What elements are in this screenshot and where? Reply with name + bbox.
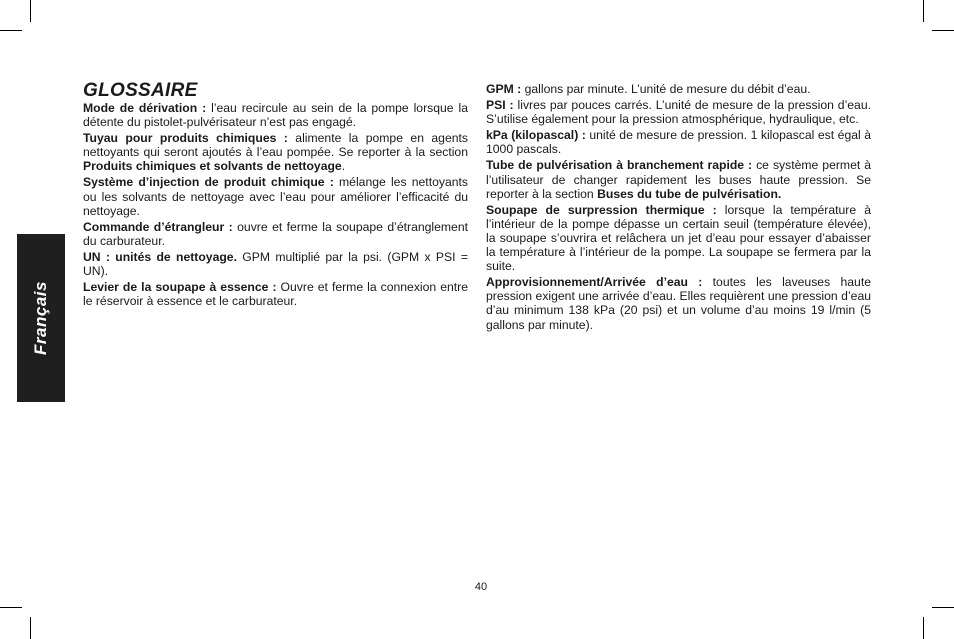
glossary-entry bbox=[83, 220, 468, 248]
glossary-left-list bbox=[83, 101, 468, 308]
crop-mark bbox=[0, 30, 22, 31]
glossary-entry bbox=[486, 158, 871, 200]
glossary-term: Système d’injection de produit chimique : bbox=[83, 175, 334, 190]
glossary-definition: unité de mesure de pression. 1 kilopascal est égal à 1000 pascals. bbox=[486, 128, 871, 157]
glossary-left-column bbox=[83, 81, 468, 310]
crop-mark bbox=[30, 0, 31, 22]
glossary-definition: ouvre et ferme la soupape d’étranglement du carburateur. bbox=[83, 219, 468, 248]
glossary-entry bbox=[486, 128, 871, 156]
glossary-definition: ce système permet à l’utilisateur de changer rapidement les buses haute pression. Se reporter à la section bbox=[486, 158, 871, 201]
glossary-right-list bbox=[486, 82, 871, 332]
glossary-definition: Ouvre et ferme la connexion entre le réservoir à essence et le carburateur. bbox=[83, 280, 468, 309]
glossary-entry bbox=[486, 275, 871, 331]
glossary-definition-end: . bbox=[341, 159, 346, 174]
glossary-reference: Buses du tube de pulvérisation. bbox=[597, 186, 782, 201]
page-number: 40 bbox=[474, 581, 488, 593]
glossary-definition: livres par pouces carrés. L’unité de mesure de la pression d’eau. S’utilise également pour la pression atmosphérique, hydraulique, etc. bbox=[486, 98, 871, 127]
glossary-term: Mode de dérivation : bbox=[83, 101, 207, 115]
glossary-title: GLOSSAIRE bbox=[83, 80, 198, 101]
crop-mark bbox=[932, 30, 954, 31]
glossary-term: kPa (kilopascal) : bbox=[486, 128, 586, 143]
crop-mark bbox=[30, 617, 31, 639]
glossary-entry bbox=[486, 203, 871, 273]
glossary-term: Levier de la soupape à essence : bbox=[83, 280, 277, 295]
glossary-entry bbox=[486, 98, 871, 126]
glossary-reference: Produits chimiques et solvants de nettoyage bbox=[83, 159, 342, 174]
glossary-definition: lorsque la température à l’intérieur de la pompe dépasse un certain seuil (température élevée), la soupape s’ouvrira et relâchera un jet d’eau pour essayer d’abaisser la température à l’intérieur de la pompe. La soupape se fermera par la suite. bbox=[486, 202, 871, 274]
glossary-definition: alimente la pompe en agents nettoyants qui seront ajoutés à l’eau pompée. Se reporter à la section bbox=[83, 131, 468, 160]
glossary-term: UN : unités de nettoyage. bbox=[83, 249, 237, 264]
glossary-definition: toutes les laveuses haute pression exigent une arrivée d’eau. Elles requièrent une pression d’eau d’au minimum 138 kPa (20 psi) et un volume d’au moins 19 l/min (5 gallons par minute). bbox=[486, 275, 871, 332]
glossary-term: Soupape de surpression thermique : bbox=[486, 202, 717, 217]
crop-mark bbox=[923, 617, 924, 639]
glossary-entry bbox=[83, 175, 468, 217]
glossary-term: GPM : bbox=[486, 82, 522, 96]
glossary-term: Tuyau pour produits chimiques : bbox=[83, 131, 288, 146]
glossary-term: Commande d’étrangleur : bbox=[83, 219, 233, 234]
glossary-term: Tube de pulvérisation à branchement rapide : bbox=[486, 158, 753, 173]
glossary-entry bbox=[486, 82, 871, 96]
glossary-term: PSI : bbox=[486, 98, 514, 113]
crop-mark bbox=[0, 607, 22, 608]
glossary-definition: mélange les nettoyants ou les solvants de nettoyage avec l’eau pour améliorer l’efficacité du nettoyage. bbox=[83, 175, 468, 218]
glossary-right-column bbox=[486, 82, 871, 334]
glossary-entry bbox=[83, 101, 468, 129]
glossary-definition: l’eau recircule au sein de la pompe lorsque la détente du pistolet-pulvérisateur n’est pas engagé. bbox=[83, 101, 468, 130]
glossary-term: Approvisionnement/Arrivée d’eau : bbox=[486, 275, 703, 290]
glossary-definition: GPM multiplié par la psi. (GPM x PSI = UN). bbox=[83, 249, 468, 279]
language-tab-label: Français bbox=[31, 281, 50, 355]
glossary-entry bbox=[83, 280, 468, 308]
crop-mark bbox=[923, 0, 924, 22]
glossary-entry bbox=[83, 250, 468, 278]
glossary-definition: gallons par minute. L’unité de mesure du débit d’eau. bbox=[521, 82, 811, 96]
glossary-entry bbox=[83, 131, 468, 173]
crop-mark bbox=[932, 607, 954, 608]
